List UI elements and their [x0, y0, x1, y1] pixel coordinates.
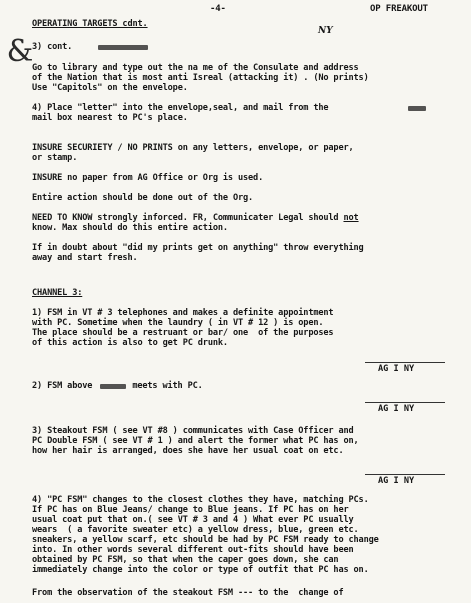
item3-label: 3) cont. [32, 42, 73, 52]
redaction-bar [408, 106, 426, 111]
redaction-bar [100, 384, 126, 389]
ch1-line-2: with PC. Sometime when the laundry ( in VT # 12 ) is open. [32, 318, 324, 328]
initials: AG I NY [378, 364, 415, 374]
ch4-line-7: obtained by PC FSM, so that when the caper goes down, she can [32, 555, 339, 565]
channel-title: CHANNEL 3: [32, 288, 83, 298]
ch4-line-8: immediately change into the color or type of outfit that PC has on. [32, 565, 369, 575]
ch4-line-2: If PC has on Blue Jeans/ change to Blue jeans. If PC has on her [32, 505, 349, 515]
redaction-bar [98, 45, 148, 50]
handwritten-note: NY [318, 26, 333, 36]
ch4-line-4: wears ( a favorite sweater etc) a yellow dress, blue, green etc. [32, 525, 359, 535]
section-title: OPERATING TARGETS cdnt. [32, 19, 148, 29]
ch3-line-3: how her hair is arranged, does she have her usual coat on etc. [32, 446, 344, 456]
ch4-line-1: 4) "PC FSM" changes to the closest clothes they have, matching PCs. [32, 495, 369, 505]
ch4-line-5: sneakers, a yellow scarf, etc should be had by PC FSM ready to change [32, 535, 379, 545]
ch4-line-6: into. In other words several different out-fits should have been [32, 545, 354, 555]
ch2-line: 2) FSM above meets with PC. [32, 381, 203, 391]
ch3-line-1: 3) Steakout FSM ( see VT #8 ) communicates with Case Officer and [32, 426, 354, 436]
item4-line-1: 4) Place "letter" into the envelope,seal, and mail from the [32, 103, 329, 113]
item4-line-2: mail box nearest to PC's place. [32, 113, 188, 123]
page-number: -4- [210, 4, 226, 14]
rule-need-to-know-2: know. Max should do this entire action. [32, 223, 228, 233]
ch3-line-2: PC Double FSM ( see VT # 1 ) and alert the former what PC has on, [32, 436, 359, 446]
rule-doubt-1: If in doubt about "did my prints get on anything" throw everything [32, 243, 364, 253]
rule-security-1: INSURE SECURIETY / NO PRINTS on any letters, envelope, or paper, [32, 143, 354, 153]
initials: AG I NY [378, 476, 415, 486]
margin-mark: & [6, 34, 34, 69]
item3-line-1: Go to library and type out the na me of the Consulate and address [32, 63, 359, 73]
rule-doubt-2: away and start fresh. [32, 253, 138, 263]
item3-line-2: of the Nation that is most anti Isreal (attacking it) . (No prints) [32, 73, 369, 83]
rule-security-2: or stamp. [32, 153, 78, 163]
initials-rule [365, 402, 445, 403]
document-title: OP FREAKOUT [370, 4, 428, 14]
final-line: From the observation of the steakout FSM --- to the change of [32, 588, 344, 598]
ch4-line-3: usual coat put that on.( see VT # 3 and 4 ) What ever PC usually [32, 515, 354, 525]
emphasis-not: not [343, 213, 359, 223]
ch1-line-3: The place should be a restruant or bar/ one of the purposes [32, 328, 334, 338]
rule-need-to-know-1: NEED TO KNOW strongly inforced. FR, Communicater Legal should not [32, 213, 359, 223]
rule-entire-action: Entire action should be done out of the Org. [32, 193, 254, 203]
rule-no-paper: INSURE no paper from AG Office or Org is used. [32, 173, 264, 183]
initials: AG I NY [378, 404, 415, 414]
item3-line-3: Use "Capitols" on the envelope. [32, 83, 188, 93]
initials-rule [365, 362, 445, 363]
initials-rule [365, 474, 445, 475]
ch1-line-1: 1) FSM in VT # 3 telephones and makes a definite appointment [32, 308, 334, 318]
ch1-line-4: of this action is also to get PC drunk. [32, 338, 228, 348]
